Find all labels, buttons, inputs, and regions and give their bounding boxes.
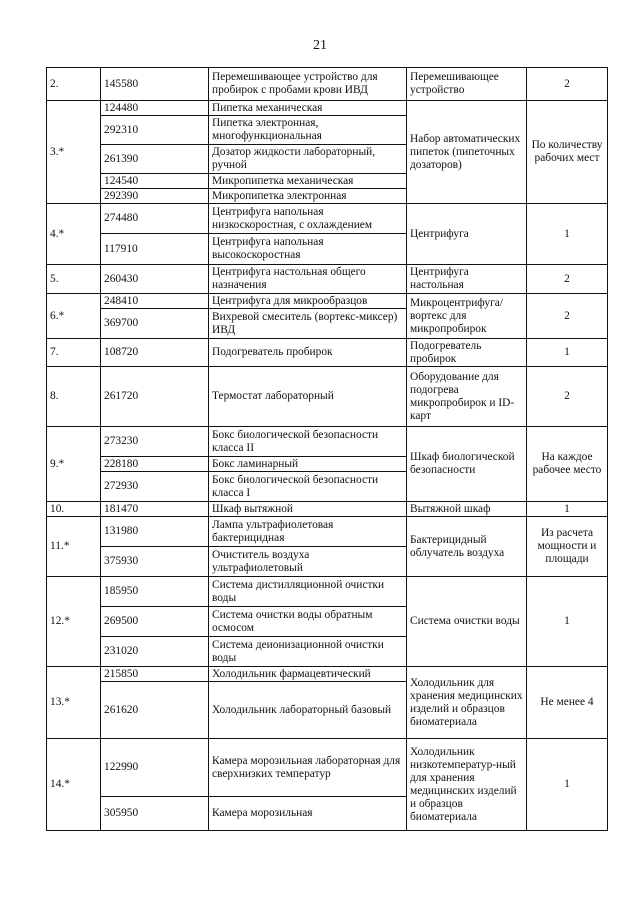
table-row	[47, 68, 608, 101]
row-code: 122990	[101, 739, 209, 797]
table-row	[47, 101, 608, 116]
row-name: Система очистки воды обратным осмосом	[209, 607, 407, 637]
row-name: Термостат лабораторный	[209, 367, 407, 427]
row-number: 12.*	[47, 577, 101, 667]
row-quantity: 1	[527, 739, 608, 831]
row-type: Холодильник для хранения медицинских изделий и образцов биоматериала	[407, 667, 527, 739]
table-row	[47, 265, 608, 294]
row-type: Микроцентрифуга/ вортекс для микропробирок	[407, 294, 527, 339]
page-number: 21	[313, 38, 327, 53]
row-number: 8.	[47, 367, 101, 427]
row-name: Пипетка механическая	[209, 101, 407, 116]
row-name: Система дистилляционной очистки воды	[209, 577, 407, 607]
row-number: 4.*	[47, 204, 101, 265]
table-row	[47, 367, 608, 427]
row-number: 9.*	[47, 427, 101, 502]
row-number: 11.*	[47, 517, 101, 577]
row-type: Набор автоматических пипеток (пипеточных дозаторов)	[407, 101, 527, 204]
row-code: 260430	[101, 265, 209, 294]
row-quantity: 2	[527, 265, 608, 294]
row-number: 6.*	[47, 294, 101, 339]
row-code: 305950	[101, 797, 209, 831]
row-type: Вытяжной шкаф	[407, 502, 527, 517]
row-code: 269500	[101, 607, 209, 637]
equipment-table	[46, 67, 608, 831]
row-code: 231020	[101, 637, 209, 667]
row-quantity: Не менее 4	[527, 667, 608, 739]
table-row	[47, 204, 608, 234]
row-name: Центрифуга настольная общего назначения	[209, 265, 407, 294]
row-name: Бокс биологической безопасности класса II	[209, 427, 407, 457]
row-number: 2.	[47, 68, 101, 101]
row-quantity: 2	[527, 367, 608, 427]
row-quantity: По количеству рабочих мест	[527, 101, 608, 204]
row-code: 228180	[101, 457, 209, 472]
row-name: Холодильник лабораторный базовый	[209, 682, 407, 739]
table-row	[47, 667, 608, 682]
row-name: Бокс ламинарный	[209, 457, 407, 472]
row-name: Центрифуга для микрообразцов	[209, 294, 407, 309]
row-code: 261720	[101, 367, 209, 427]
row-code: 261620	[101, 682, 209, 739]
row-code: 248410	[101, 294, 209, 309]
row-code: 292310	[101, 116, 209, 145]
row-code: 274480	[101, 204, 209, 234]
row-code: 272930	[101, 472, 209, 502]
row-number: 10.	[47, 502, 101, 517]
row-name: Центрифуга напольная низкоскоростная, с охлаждением	[209, 204, 407, 234]
row-quantity: 1	[527, 339, 608, 367]
row-type: Перемешивающее устройство	[407, 68, 527, 101]
row-code: 369700	[101, 309, 209, 339]
row-name: Система деионизационной очистки воды	[209, 637, 407, 667]
row-code: 215850	[101, 667, 209, 682]
row-quantity: 1	[527, 577, 608, 667]
row-name: Микропипетка электронная	[209, 189, 407, 204]
row-type: Холодильник низкотемператур-ный для хранения медицинских изделий и образцов биоматериала	[407, 739, 527, 831]
row-number: 14.*	[47, 739, 101, 831]
table-row	[47, 577, 608, 607]
row-number: 7.	[47, 339, 101, 367]
table-row	[47, 339, 608, 367]
row-name: Холодильник фармацевтический	[209, 667, 407, 682]
row-name: Вихревой смеситель (вортекс-миксер) ИВД	[209, 309, 407, 339]
row-name: Центрифуга напольная высокоскоростная	[209, 234, 407, 265]
row-name: Подогреватель пробирок	[209, 339, 407, 367]
row-type: Оборудование для подогрева микропробирок и ID-карт	[407, 367, 527, 427]
row-name: Камера морозильная	[209, 797, 407, 831]
row-name: Перемешивающее устройство для пробирок с пробами крови ИВД	[209, 68, 407, 101]
row-code: 124480	[101, 101, 209, 116]
row-type: Бактерицидный облучатель воздуха	[407, 517, 527, 577]
row-quantity: 2	[527, 294, 608, 339]
row-type: Подогреватель пробирок	[407, 339, 527, 367]
row-quantity: 2	[527, 68, 608, 101]
row-code: 108720	[101, 339, 209, 367]
table-row	[47, 427, 608, 457]
row-name: Лампа ультрафиолетовая бактерицидная	[209, 517, 407, 547]
row-name: Пипетка электронная, многофункциональная	[209, 116, 407, 145]
row-type: Шкаф биологической безопасности	[407, 427, 527, 502]
row-name: Микропипетка механическая	[209, 174, 407, 189]
row-code: 185950	[101, 577, 209, 607]
table-row	[47, 294, 608, 309]
row-type: Центрифуга	[407, 204, 527, 265]
table-row	[47, 517, 608, 547]
table-row	[47, 502, 608, 517]
row-code: 145580	[101, 68, 209, 101]
row-code: 261390	[101, 145, 209, 174]
row-name: Шкаф вытяжной	[209, 502, 407, 517]
row-number: 5.	[47, 265, 101, 294]
row-quantity: 1	[527, 502, 608, 517]
row-quantity: 1	[527, 204, 608, 265]
table-row	[47, 739, 608, 797]
row-name: Дозатор жидкости лабораторный, ручной	[209, 145, 407, 174]
row-code: 131980	[101, 517, 209, 547]
row-number: 13.*	[47, 667, 101, 739]
row-code: 375930	[101, 547, 209, 577]
row-name: Бокс биологической безопасности класса I	[209, 472, 407, 502]
row-code: 292390	[101, 189, 209, 204]
row-quantity: Из расчета мощности и площади	[527, 517, 608, 577]
row-type: Система очистки воды	[407, 577, 527, 667]
row-code: 181470	[101, 502, 209, 517]
row-name: Очиститель воздуха ультрафиолетовый	[209, 547, 407, 577]
row-code: 273230	[101, 427, 209, 457]
row-type: Центрифуга настольная	[407, 265, 527, 294]
row-number: 3.*	[47, 101, 101, 204]
row-name: Камера морозильная лабораторная для сверхнизких температур	[209, 739, 407, 797]
row-code: 117910	[101, 234, 209, 265]
row-code: 124540	[101, 174, 209, 189]
row-quantity: На каждое рабочее место	[527, 427, 608, 502]
